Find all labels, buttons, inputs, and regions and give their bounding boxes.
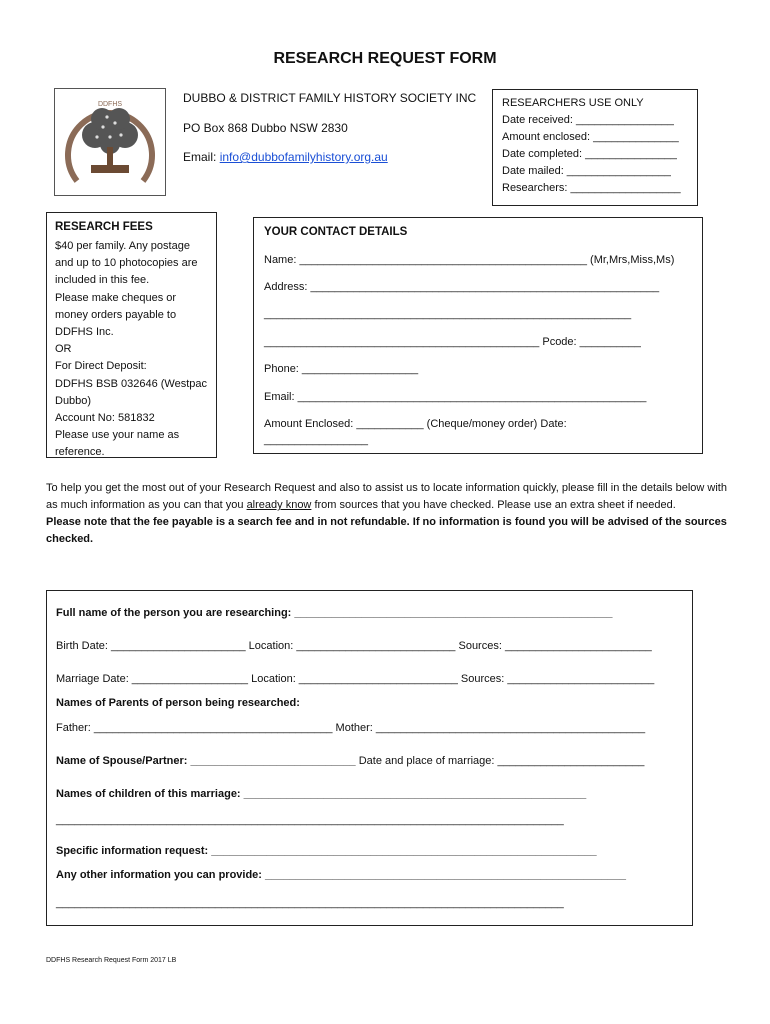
researchers-use-box bbox=[492, 89, 698, 206]
email-field[interactable]: Email: _________________________________________________________ bbox=[264, 391, 647, 403]
address-line-2-field[interactable]: ____________________________________________________________ bbox=[264, 308, 632, 320]
full-name-field[interactable]: Full name of the person you are researching: ____________________________________________________ bbox=[56, 607, 613, 619]
society-logo bbox=[54, 88, 166, 196]
spouse-field[interactable] bbox=[56, 755, 644, 767]
society-name: DUBBO & DISTRICT FAMILY HISTORY SOCIETY INC bbox=[183, 91, 477, 105]
other-info-line-field[interactable]: ___________________________________________________________________________________ bbox=[56, 897, 564, 909]
date-received-field[interactable]: Date received: ________________ bbox=[502, 114, 674, 126]
spouse-label: Name of Spouse/Partner: ___________________________ bbox=[56, 755, 356, 767]
society-address: PO Box 868 Dubbo NSW 2830 bbox=[183, 121, 348, 135]
fees-line: Please use your name as bbox=[55, 429, 180, 442]
fees-line: DDFHS Inc. bbox=[55, 326, 114, 339]
children-field[interactable]: Names of children of this marriage: ________________________________________________________ bbox=[56, 788, 587, 800]
phone-field[interactable]: Phone: ___________________ bbox=[264, 363, 419, 375]
fees-line: Dubbo) bbox=[55, 394, 92, 407]
fees-text bbox=[55, 238, 215, 462]
svg-text:DDFHS: DDFHS bbox=[97, 101, 123, 108]
marriage-details-field[interactable]: Marriage Date: ___________________ Location: __________________________ Sources: ________________________ bbox=[56, 673, 655, 685]
fees-line: reference. bbox=[55, 446, 105, 459]
specific-request-field[interactable]: Specific information request: _______________________________________________________________ bbox=[56, 845, 597, 857]
instructions bbox=[46, 480, 736, 548]
fees-line: and up to 10 photocopies are bbox=[55, 257, 198, 270]
fees-line: Please make cheques or bbox=[55, 291, 177, 304]
researchers-field[interactable]: Researchers: __________________ bbox=[502, 182, 681, 194]
amount-enclosed-field[interactable]: Amount enclosed: ______________ bbox=[502, 131, 679, 143]
date-field[interactable]: _________________ bbox=[264, 434, 369, 446]
parents-heading: Names of Parents of person being researched: bbox=[56, 697, 300, 709]
fees-line: DDFHS BSB 032646 (Westpac bbox=[55, 377, 208, 390]
date-completed-field[interactable]: Date completed: _______________ bbox=[502, 148, 677, 160]
fees-line: included in this fee. bbox=[55, 274, 150, 287]
other-info-field[interactable]: Any other information you can provide: ___________________________________________________________ bbox=[56, 869, 626, 881]
tree-logo-icon bbox=[55, 89, 165, 195]
amount-enclosed-input[interactable]: Amount Enclosed: ___________ (Cheque/money order) Date: bbox=[264, 418, 567, 430]
email-link[interactable]: info@dubbofamilyhistory.org.au bbox=[219, 150, 388, 164]
fee-notice: Please note that the fee payable is a search fee and in not refundable. If no information is found you will be advised of the sources checked. bbox=[46, 516, 727, 545]
parents-field[interactable]: Father: _______________________________________ Mother: ____________________________________________ bbox=[56, 722, 646, 734]
children-line-field[interactable]: ___________________________________________________________________________________ bbox=[56, 814, 564, 826]
instructions-paragraph: To help you get the most out of your Research Request and also to assist us to locate information quickly, please fill in the details below with as much information as you can that you already know from sources that you have checked. Please use an extra sheet if needed. bbox=[46, 482, 727, 511]
marriage-place-label: Date and place of marriage: ________________________ bbox=[355, 755, 645, 767]
research-fees-box bbox=[46, 212, 217, 458]
contact-details-heading: YOUR CONTACT DETAILS bbox=[264, 226, 408, 238]
name-field[interactable]: Name: _______________________________________________ (Mr,Mrs,Miss,Ms) bbox=[264, 254, 675, 266]
fees-line: money orders payable to bbox=[55, 308, 177, 321]
email-label: Email: bbox=[183, 150, 220, 164]
researchers-use-heading: RESEARCHERS USE ONLY bbox=[502, 97, 644, 109]
footer-text: DDFHS Research Request Form 2017 LB bbox=[46, 957, 177, 964]
birth-details-field[interactable]: Birth Date: ______________________ Location: __________________________ Sources: ________________________ bbox=[56, 640, 652, 652]
address-field[interactable]: Address: _________________________________________________________ bbox=[264, 281, 660, 293]
research-fees-heading: RESEARCH FEES bbox=[55, 221, 153, 233]
fees-line: OR bbox=[55, 343, 72, 356]
form-title: RESEARCH REQUEST FORM bbox=[273, 50, 497, 67]
society-email bbox=[183, 150, 388, 164]
fees-line: For Direct Deposit: bbox=[55, 360, 147, 373]
fees-line: $40 per family. Any postage bbox=[55, 240, 190, 252]
fees-line: Account No: 581832 bbox=[55, 412, 155, 425]
date-mailed-field[interactable]: Date mailed: _________________ bbox=[502, 165, 671, 177]
contact-details-box bbox=[253, 217, 703, 454]
pcode-field[interactable]: _____________________________________________ Pcode: __________ bbox=[264, 336, 641, 348]
research-details-box bbox=[46, 590, 693, 926]
